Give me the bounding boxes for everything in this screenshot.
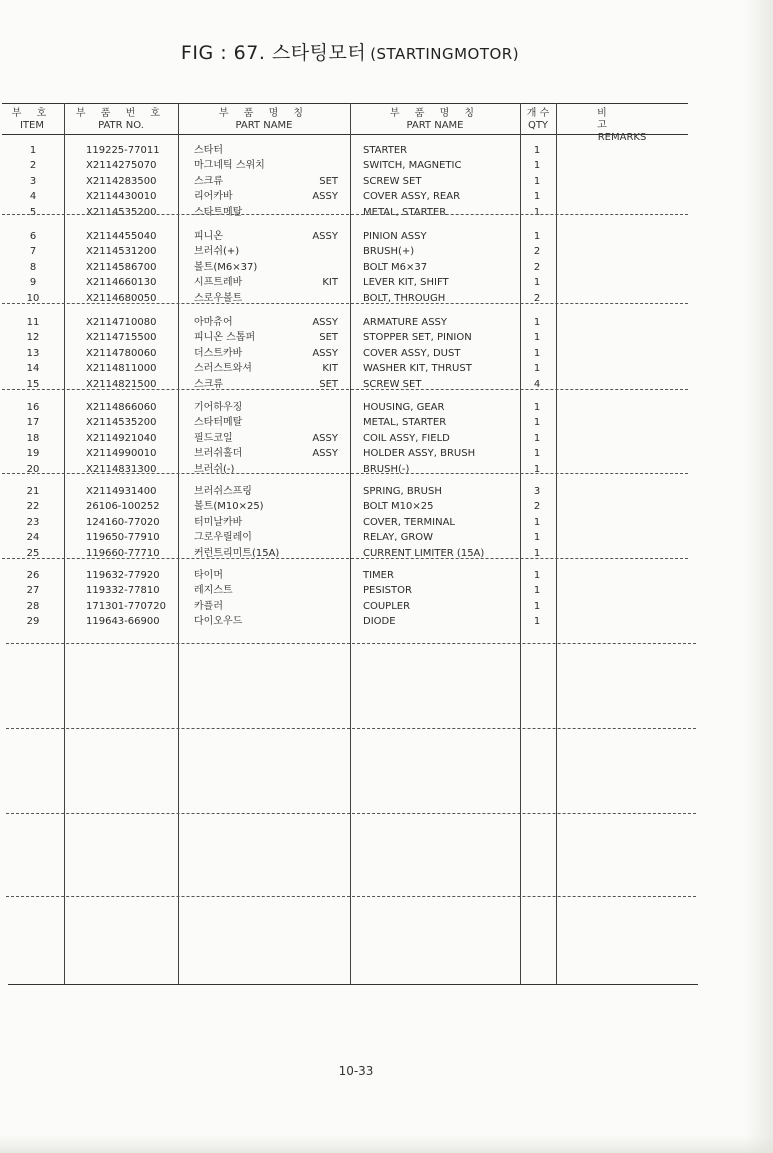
part-name-korean: 스타트메탈 — [194, 207, 243, 218]
part-name-english: PESISTOR — [363, 585, 412, 596]
assembly-tag: ASSY — [312, 191, 338, 202]
part-name-korean: 볼트(M6×37) — [194, 262, 258, 273]
part-number: 119650-77910 — [86, 532, 160, 543]
quantity: 4 — [533, 379, 541, 390]
part-name-english: SCREW SET — [363, 379, 422, 390]
item-number: 13 — [26, 348, 40, 359]
header-item: 부 호 ITEM — [11, 108, 53, 131]
part-name-korean: 볼트(M10×25) — [194, 501, 264, 512]
quantity: 1 — [533, 517, 541, 528]
group-separator — [6, 813, 696, 814]
part-name-korean: 아마츄어 — [194, 317, 233, 328]
part-name-korean: 피니온 스톱퍼 — [194, 332, 256, 343]
part-number: 119660-77710 — [86, 548, 160, 559]
part-name-english: PINION ASSY — [363, 231, 427, 242]
quantity: 1 — [533, 332, 541, 343]
item-number: 17 — [26, 417, 40, 428]
part-number: X2114780060 — [86, 348, 157, 359]
item-number: 5 — [29, 207, 37, 218]
quantity: 1 — [533, 402, 541, 413]
quantity: 3 — [533, 486, 541, 497]
part-number: X2114990010 — [86, 448, 157, 459]
column-divider — [556, 103, 557, 985]
part-name-english: BRUSH(-) — [363, 464, 410, 475]
part-name-korean: 그로우릴레이 — [194, 532, 252, 543]
item-number: 24 — [26, 532, 40, 543]
table-bottom-rule — [8, 984, 698, 985]
quantity: 1 — [533, 585, 541, 596]
group-separator — [6, 643, 696, 644]
part-number: X2114455040 — [86, 231, 157, 242]
item-number: 16 — [26, 402, 40, 413]
item-number: 3 — [29, 176, 37, 187]
title-main: FIG : 67. 스타팅모터 — [180, 42, 367, 64]
assembly-tag: SET — [319, 332, 338, 343]
item-number: 10 — [26, 293, 40, 304]
part-name-korean: 스러스트와셔 — [194, 363, 252, 374]
column-divider — [178, 103, 179, 985]
part-name-english: LEVER KIT, SHIFT — [363, 277, 449, 288]
group-separator — [2, 558, 688, 559]
part-name-korean: 필드코일 — [194, 433, 233, 444]
part-number: X2114931400 — [86, 486, 157, 497]
part-name-korean: 레지스트 — [194, 585, 233, 596]
part-name-korean: 브러쉬(+) — [194, 246, 240, 257]
part-number: X2114866060 — [86, 402, 157, 413]
item-number: 19 — [26, 448, 40, 459]
quantity: 1 — [533, 448, 541, 459]
assembly-tag: SET — [319, 379, 338, 390]
quantity: 1 — [533, 433, 541, 444]
title-english: (STARTINGMOTOR) — [370, 45, 520, 63]
scan-bottom-shadow — [0, 1135, 773, 1153]
column-divider — [64, 103, 65, 985]
part-number: X2114831300 — [86, 464, 157, 475]
part-number: X2114535200 — [86, 207, 157, 218]
part-name-korean: 시프트레바 — [194, 277, 243, 288]
table-top-rule — [2, 103, 688, 104]
quantity: 1 — [533, 417, 541, 428]
assembly-tag: ASSY — [312, 433, 338, 444]
part-name-korean: 기어하우징 — [194, 402, 243, 413]
part-number: 124160-77020 — [86, 517, 160, 528]
part-name-korean: 스크류 — [194, 379, 223, 390]
part-name-english: ARMATURE ASSY — [363, 317, 447, 328]
item-number: 7 — [29, 246, 37, 257]
item-number: 21 — [26, 486, 40, 497]
item-number: 4 — [29, 191, 37, 202]
part-name-english: COUPLER — [363, 601, 411, 612]
assembly-tag: ASSY — [312, 317, 338, 328]
quantity: 1 — [533, 191, 541, 202]
part-name-english: COVER, TERMINAL — [363, 517, 455, 528]
quantity: 1 — [533, 231, 541, 242]
quantity: 2 — [533, 262, 541, 273]
part-name-english: CURRENT LIMITER (15A) — [363, 548, 485, 559]
quantity: 1 — [533, 532, 541, 543]
header-part-no: 부 품 번 호 PATR NO. — [75, 108, 167, 131]
item-number: 2 — [29, 160, 37, 171]
group-separator — [2, 389, 688, 390]
part-name-english: COVER ASSY, DUST — [363, 348, 461, 359]
part-name-korean: 더스트카바 — [194, 348, 243, 359]
item-number: 25 — [26, 548, 40, 559]
part-number: X2114715500 — [86, 332, 157, 343]
part-name-korean: 스타터 — [194, 145, 223, 156]
part-name-english: STARTER — [363, 145, 408, 156]
item-number: 28 — [26, 601, 40, 612]
part-number: 119332-77810 — [86, 585, 160, 596]
item-number: 8 — [29, 262, 37, 273]
assembly-tag: SET — [319, 176, 338, 187]
part-name-korean: 카플러 — [194, 601, 223, 612]
part-name-english: HOUSING, GEAR — [363, 402, 445, 413]
quantity: 1 — [533, 570, 541, 581]
scan-edge-shadow — [745, 0, 773, 1153]
item-number: 6 — [29, 231, 37, 242]
item-number: 9 — [29, 277, 37, 288]
part-name-korean: 타이머 — [194, 570, 223, 581]
page-number: 10-33 — [338, 1064, 374, 1078]
part-number: X2114586700 — [86, 262, 157, 273]
part-number: X2114811000 — [86, 363, 157, 374]
part-number: X2114710080 — [86, 317, 157, 328]
part-number: X2114921040 — [86, 433, 157, 444]
group-separator — [6, 728, 696, 729]
quantity: 1 — [533, 548, 541, 559]
quantity: 1 — [533, 616, 541, 627]
part-name-korean: 피니온 — [194, 231, 223, 242]
part-name-english: DIODE — [363, 616, 396, 627]
part-number: 119225-77011 — [86, 145, 160, 156]
part-name-korean: 다이오우드 — [194, 616, 243, 627]
part-name-korean: 커런트리미트(15A) — [194, 548, 280, 559]
quantity: 1 — [533, 160, 541, 171]
part-name-english: BOLT M10×25 — [363, 501, 434, 512]
item-number: 22 — [26, 501, 40, 512]
column-divider — [520, 103, 521, 985]
item-number: 14 — [26, 363, 40, 374]
part-number: 119632-77920 — [86, 570, 160, 581]
quantity: 2 — [533, 501, 541, 512]
quantity: 1 — [533, 176, 541, 187]
part-name-english: COIL ASSY, FIELD — [363, 433, 450, 444]
group-separator — [6, 896, 696, 897]
quantity: 2 — [533, 293, 541, 304]
part-name-english: BRUSH(+) — [363, 246, 415, 257]
part-number: X2114535200 — [86, 417, 157, 428]
part-number: 171301-770720 — [86, 601, 166, 612]
part-name-korean: 마그네틱 스위치 — [194, 160, 265, 171]
quantity: 1 — [533, 317, 541, 328]
header-qty: 개 수 QTY — [526, 108, 550, 131]
part-name-english: RELAY, GROW — [363, 532, 434, 543]
part-name-english: SPRING, BRUSH — [363, 486, 442, 497]
item-number: 23 — [26, 517, 40, 528]
group-separator — [2, 303, 688, 304]
quantity: 1 — [533, 464, 541, 475]
part-number: 119643-66900 — [86, 616, 160, 627]
quantity: 1 — [533, 363, 541, 374]
header-part-name-korean: 부 품 명 칭 PART NAME — [218, 108, 310, 131]
part-name-english: HOLDER ASSY, BRUSH — [363, 448, 476, 459]
group-separator — [2, 473, 688, 474]
assembly-tag: KIT — [322, 277, 338, 288]
assembly-tag: ASSY — [312, 231, 338, 242]
group-separator — [2, 214, 688, 215]
part-number: X2114275070 — [86, 160, 157, 171]
item-number: 12 — [26, 332, 40, 343]
part-name-english: METAL, STARTER — [363, 417, 447, 428]
part-name-english: BOLT, THROUGH — [363, 293, 446, 304]
item-number: 18 — [26, 433, 40, 444]
header-part-name-english: 부 품 명 칭 PART NAME — [389, 108, 481, 131]
part-number: X2114531200 — [86, 246, 157, 257]
part-name-english: TIMER — [363, 570, 394, 581]
part-name-korean: 브러쉬스프링 — [194, 486, 252, 497]
part-name-korean: 리어카바 — [194, 191, 233, 202]
part-name-korean: 브러쉬(-) — [194, 464, 235, 475]
part-name-korean: 스크류 — [194, 176, 223, 187]
item-number: 1 — [29, 145, 37, 156]
quantity: 1 — [533, 145, 541, 156]
item-number: 26 — [26, 570, 40, 581]
part-number: 26106-100252 — [86, 501, 160, 512]
column-divider — [350, 103, 351, 985]
part-name-korean: 스타터메탈 — [194, 417, 243, 428]
quantity: 1 — [533, 207, 541, 218]
quantity: 2 — [533, 246, 541, 257]
item-number: 29 — [26, 616, 40, 627]
assembly-tag: ASSY — [312, 448, 338, 459]
quantity: 1 — [533, 277, 541, 288]
page-title — [0, 38, 700, 65]
item-number: 11 — [26, 317, 40, 328]
part-name-korean: 브러쉬홀더 — [194, 448, 243, 459]
quantity: 1 — [533, 348, 541, 359]
part-name-english: SWITCH, MAGNETIC — [363, 160, 462, 171]
assembly-tag: ASSY — [312, 348, 338, 359]
part-number: X2114283500 — [86, 176, 157, 187]
part-name-english: WASHER KIT, THRUST — [363, 363, 472, 374]
part-name-korean: 스로우볼트 — [194, 293, 243, 304]
part-name-english: STOPPER SET, PINION — [363, 332, 472, 343]
part-number: X2114680050 — [86, 293, 157, 304]
part-name-english: COVER ASSY, REAR — [363, 191, 461, 202]
part-number: X2114430010 — [86, 191, 157, 202]
part-name-english: BOLT M6×37 — [363, 262, 428, 273]
part-name-english: SCREW SET — [363, 176, 422, 187]
part-number: X2114660130 — [86, 277, 157, 288]
item-number: 15 — [26, 379, 40, 390]
item-number: 27 — [26, 585, 40, 596]
item-number: 20 — [26, 464, 40, 475]
assembly-tag: KIT — [322, 363, 338, 374]
quantity: 1 — [533, 601, 541, 612]
part-name-english: METAL, STARTER — [363, 207, 447, 218]
part-name-korean: 터미날카바 — [194, 517, 243, 528]
header-remarks: 비 고 REMARKS — [597, 108, 647, 143]
part-number: X2114821500 — [86, 379, 157, 390]
